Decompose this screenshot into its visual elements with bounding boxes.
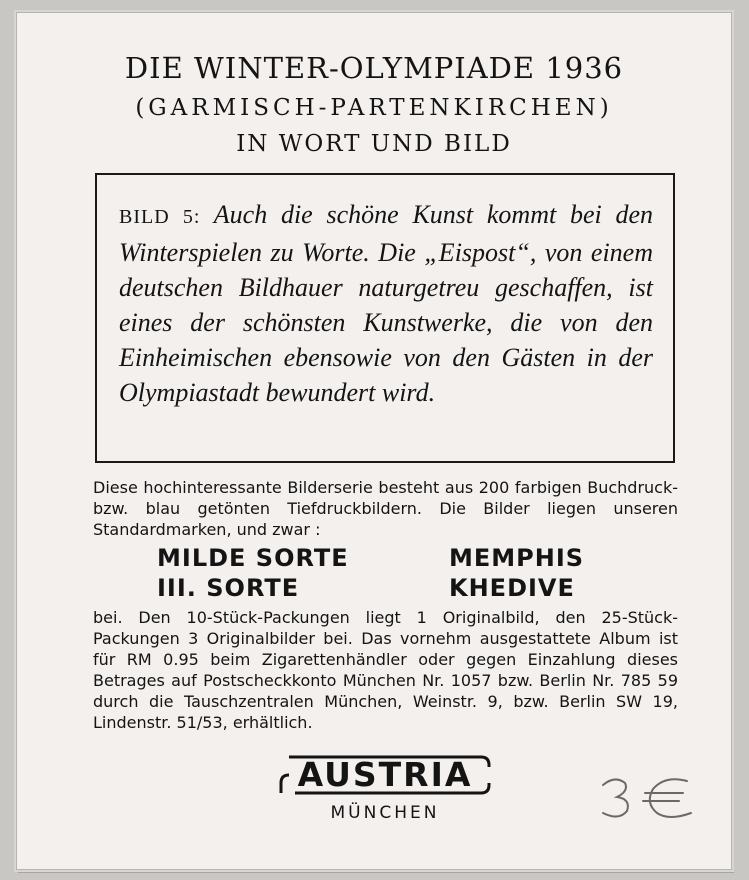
caption-box [95,173,675,463]
logo-brand: AUSTRIA [297,755,473,794]
brand-iii-sorte: III. SORTE [157,574,300,602]
card-tagline: IN WORT UND BILD [236,131,512,157]
terms-text: bei. Den 10-Stück-Packungen liegt 1 Originalbild, den 25-Stück-Packungen 3 Originalbilder bei. Das vornehm ausgestattete Album ist für RM 0.95 beim Zigarettenhändler oder gegen Einzahlung dieses Betrages auf Postscheckkonto München Nr. 1057 bzw. Berlin Nr. 785 59 durch die Tauschzentralen München, Weinstr. 9, bzw. Berlin SW 19, Lindenstr. 51/53, erhältlich. [93,608,678,732]
pencil-price-note [595,771,705,823]
brand-memphis: MEMPHIS [449,544,585,572]
handwritten-price-icon [595,771,705,823]
card-subtitle: (GARMISCH-PARTENKIRCHEN) [135,95,613,121]
series-info: Diese hochinteressante Bilderserie besteht aus 200 farbigen Buchdruck- bzw. blau getönten Tiefdruckbildern. Die Bilder liegen unseren Standardmarken, und zwar : [93,478,678,539]
card-title: DIE WINTER-OLYMPIADE 1936 [124,51,624,85]
caption-text: Auch die schöne Kunst kommt bei den Winterspielen zu Worte. Die „Eispost“, von einem deutschen Bildhauer naturgetreu geschaffen, ist eines der schönsten Kunstwerke, die von den Einheimischen ebensowie von den Gästen in der Olympiastadt bewundert wird. [119,200,654,407]
caption-label: BILD 5: [119,206,201,228]
brand-milde-sorte: MILDE SORTE [157,544,349,572]
austria-logo [275,753,495,797]
brand-khedive: KHEDIVE [449,574,575,602]
trading-card-back [16,12,732,870]
brand-list [157,543,617,603]
logo-city: MÜNCHEN [330,803,440,823]
